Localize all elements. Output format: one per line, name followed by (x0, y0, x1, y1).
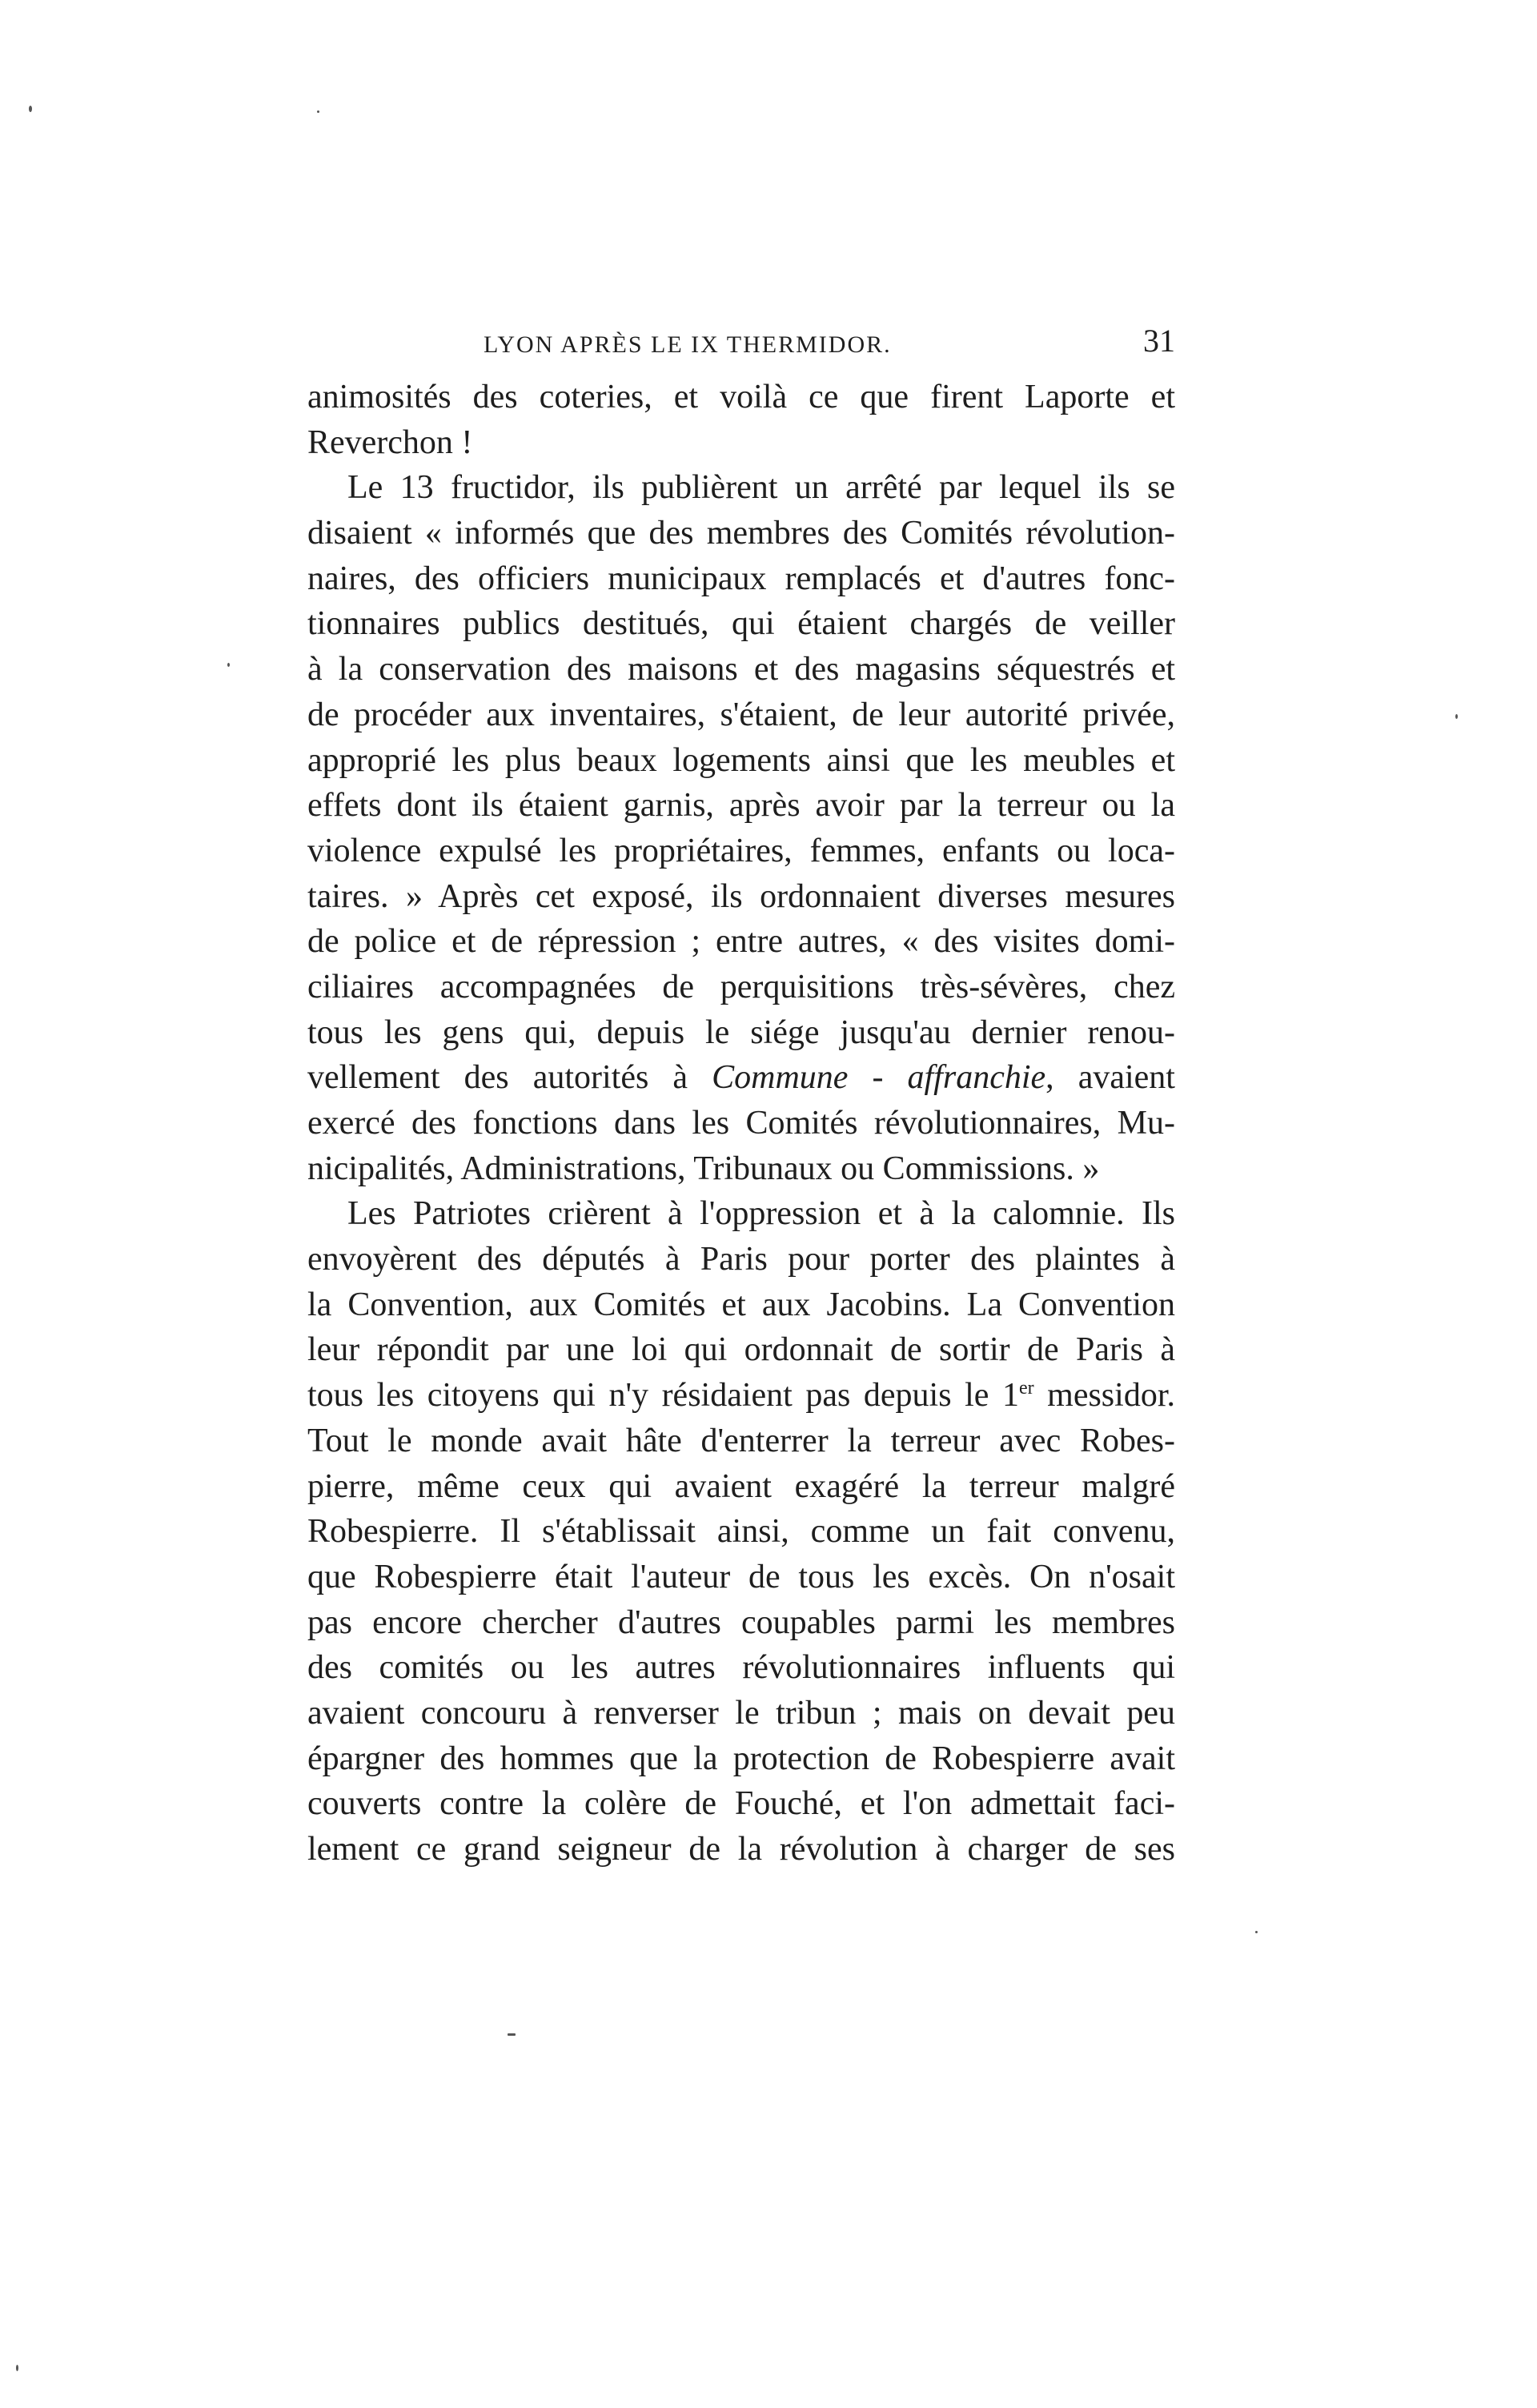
text-line: avaient concouru à renverser le tribun ; mais on devait peu (307, 1694, 1175, 1732)
text-line: animosités des coteries, et voilà ce que firent Laporte et (307, 379, 1175, 415)
text-line: pierre, même ceux qui avaient exagéré la terreur malgré (307, 1467, 1175, 1505)
page-number: 31 (1143, 323, 1175, 359)
text-line: naires, des officiers municipaux remplacés et d'autres fonc- (307, 560, 1175, 597)
text-line: leur répondit par une loi qui ordonnait de sortir de Paris à (307, 1331, 1175, 1369)
paper-speck (227, 663, 230, 667)
paper-speck (317, 110, 319, 113)
paper-speck (1455, 714, 1458, 719)
text-line: épargner des hommes que la protection de Robespierre avait (307, 1740, 1175, 1777)
text-line: que Robespierre était l'auteur de tous les excès. On n'osait (307, 1558, 1175, 1595)
paper-speck (29, 106, 32, 112)
text-line: effets dont ils étaient garnis, après avoir par la terreur ou la (307, 787, 1175, 825)
text-line: de police et de répression ; entre autres, « des visites domi- (307, 923, 1175, 961)
text-line (307, 1373, 1175, 1419)
text-segment: vellement des autorités à (307, 1059, 688, 1097)
paper-speck (1255, 1931, 1258, 1933)
text-line: Tout le monde avait hâte d'enterrer la terreur avec Robes- (307, 1422, 1175, 1459)
text-segment: tous les citoyens qui n'y résidaient pas depuis le 1 (307, 1377, 1019, 1415)
text-line: la Convention, aux Comités et aux Jacobins. La Convention (307, 1286, 1175, 1323)
paper-speck (508, 2033, 516, 2036)
running-title: LYON APRÈS LE IX THERMIDOR. (484, 331, 892, 358)
page-header (307, 322, 1175, 370)
text-line: taires. » Après cet exposé, ils ordonnaient diverses mesures (307, 877, 1175, 915)
text-line: des comités ou les autres révolutionnaires influents qui (307, 1649, 1175, 1687)
text-line: violence expulsé les propriétaires, femmes, enfants ou loca- (307, 832, 1175, 869)
body-text (307, 375, 1175, 1872)
text-line: tous les gens qui, depuis le siége jusqu'au dernier renou- (307, 1013, 1175, 1051)
text-segment: messidor. (1033, 1377, 1175, 1415)
text-line: envoyèrent des députés à Paris pour porter des plaintes à (307, 1241, 1175, 1278)
superscript: er (1018, 1378, 1034, 1399)
text-line: Robespierre. Il s'établissait ainsi, comme un fait convenu, (307, 1513, 1175, 1551)
text-line: approprié les plus beaux logements ainsi que les meubles et (307, 741, 1175, 779)
text-segment: , avaient (1045, 1059, 1175, 1097)
text-line (307, 1055, 1175, 1101)
text-line: ciliaires accompagnées de perquisitions très-sévères, chez (307, 968, 1175, 1005)
text-line: disaient « informés que des membres des Comités révolution- (307, 515, 1175, 552)
text-line: Le 13 fructidor, ils publièrent un arrêté par lequel ils se (347, 469, 1175, 507)
text-line: tionnaires publics destitués, qui étaient chargés de veiller (307, 605, 1175, 643)
text-line: couverts contre la colère de Fouché, et l'on admettait faci- (307, 1785, 1175, 1823)
italic-place-name: Commune - affranchie (712, 1059, 1046, 1097)
text-line: exercé des fonctions dans les Comités révolutionnaires, Mu- (307, 1105, 1175, 1142)
paper-speck (16, 2365, 18, 2371)
text-line: Reverchon ! (307, 423, 473, 461)
text-line: pas encore chercher d'autres coupables parmi les membres (307, 1603, 1175, 1641)
text-line: nicipalités, Administrations, Tribunaux ou Commissions. » (307, 1150, 1100, 1187)
text-line: à la conservation des maisons et des magasins séquestrés et (307, 651, 1175, 688)
text-line: lement ce grand seigneur de la révolution à charger de ses (307, 1831, 1175, 1868)
text-line: Les Patriotes crièrent à l'oppression et à la calomnie. Ils (347, 1195, 1175, 1233)
text-line: de procéder aux inventaires, s'étaient, de leur autorité privée, (307, 696, 1175, 733)
